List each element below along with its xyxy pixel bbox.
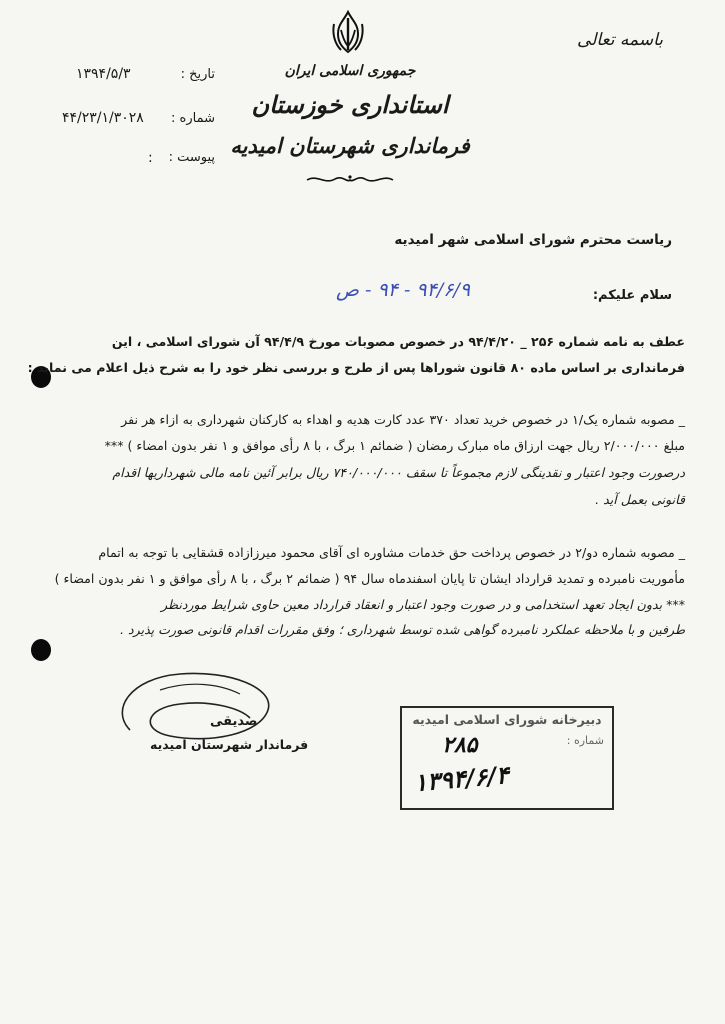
handwritten-reference: ۹۴/۶/۹ - ۹۴ - ص [336, 279, 471, 301]
org-line-1: جمهوری اسلامی ایران [284, 63, 416, 79]
org-line-3: فرمانداری شهرستان امیدیه [230, 133, 470, 158]
intro-line-1: عطف به نامه شماره ۲۵۶ _ ۹۴/۴/۲۰ در خصوص مصوبات مورخ ۹۴/۴/۹ آن شورای اسلامی ، این [111, 334, 685, 349]
addressee: ریاست محترم شورای اسلامی شهر امیدیه [394, 232, 672, 248]
item2-line-4: طرفین و با ملاحظه عملکرد نامبرده گواهی شده توسط شهرداری ؛ وفق مقررات اقدام قانونی صورت پذیرد . [120, 622, 685, 637]
salutation: سلام علیکم: [592, 288, 672, 303]
receipt-stamp [400, 706, 614, 810]
attachment-label: پیوست : [168, 150, 215, 165]
intro-line-2: فرمانداری بر اساس ماده ۸۰ قانون شوراها پس از طرح و بررسی نظر خود را به شرح ذیل اعلام می نماید : [27, 360, 685, 375]
item1-line-2: مبلغ ۲/۰۰۰/۰۰۰ ریال جهت ارزاق ماه مبارک رمضان ( ضمائم ۱ برگ ، با ۸ رأی موافق و ۱ نفر بدون امضاء ) *** [104, 438, 685, 453]
number-value: ۴۴/۲۳/۱/۳۰۲۸ [62, 110, 144, 126]
item1-line-1: _ مصوبه شماره یک/۱ در خصوص خرید تعداد ۳۷۰ عدد کارت هدیه و اهداء به کارکنان شهرداری به ازاء هر نفر [121, 412, 685, 427]
date-label: تاریخ : [180, 67, 215, 82]
item2-line-2: مأموریت نامبرده و تمدید قرارداد ایشان تا پایان اسفندماه سال ۹۴ ( ضمائم ۲ برگ ، با ۸ رأی موافق و ۱ نفر بدون امضاء ) [54, 571, 685, 586]
item2-line-1: _ مصوبه شماره دو/۲ در خصوص پرداخت حق خدمات مشاوره ای آقای محمود میرزازاده قشقایی با توجه به اتمام [98, 545, 685, 560]
signatory-name: صدیقی [210, 714, 258, 729]
attachment-colon: : [148, 150, 153, 166]
signatory-title: فرماندار شهرستان امیدیه [150, 737, 309, 752]
item1-line-3: درصورت وجود اعتبار و نقدینگی لازم مجموعاً تا سقف ۷۴۰/۰۰۰/۰۰۰ ریال برابر آئین نامه مالی شهرداریها اقدام [112, 465, 685, 480]
invocation: باسمه تعالی [577, 30, 663, 50]
stamp-title: دبیرخانه شورای اسلامی امیدیه [412, 712, 602, 727]
number-label: شماره : [171, 111, 215, 126]
punch-hole-bottom [31, 639, 51, 661]
stamp-number-value: ۲۸۵ [442, 732, 478, 758]
org-line-2: استانداری خوزستان [251, 90, 449, 119]
stamp-number-label: شماره : [566, 734, 604, 747]
item2-line-3: *** بدون ایجاد تعهد استخدامی و در صورت وجود اعتبار و انعقاد قرارداد معین حاوی شرایط موردنظر [161, 597, 685, 612]
stamp-date-value: ۱۳۹۴/۶/۴ [412, 759, 510, 798]
emblem-icon [329, 10, 367, 56]
ornament-icon [305, 172, 395, 186]
item1-line-4: قانونی بعمل آید . [595, 492, 685, 507]
date-value: ۱۳۹۴/۵/۳ [76, 66, 131, 82]
